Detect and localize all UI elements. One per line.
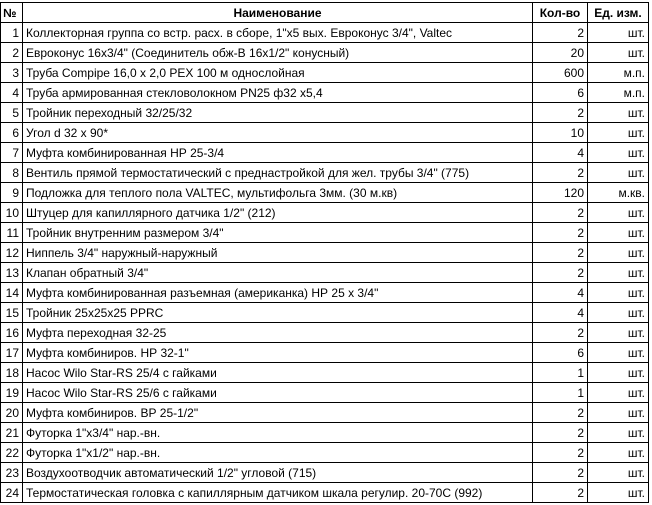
row-quantity: 4 — [533, 143, 588, 163]
row-unit: шт. — [588, 403, 649, 423]
row-quantity: 2 — [533, 463, 588, 483]
row-unit: шт. — [588, 383, 649, 403]
header-row — [1, 3, 649, 23]
row-item-name: Футорка 1"x1/2" нар.-вн. — [23, 443, 533, 463]
row-number: 13 — [1, 263, 23, 283]
row-item-name: Штуцер для капиллярного датчика 1/2" (212) — [23, 203, 533, 223]
row-quantity: 2 — [533, 423, 588, 443]
row-item-name: Насос Wilo Star-RS 25/4 с гайками — [23, 363, 533, 383]
row-item-name: Евроконус 16x3/4" (Соединитель обж-В 16x1/2" конусный) — [23, 43, 533, 63]
row-quantity: 2 — [533, 243, 588, 263]
row-quantity: 2 — [533, 443, 588, 463]
row-number: 18 — [1, 363, 23, 383]
table-row — [1, 423, 649, 443]
table-row — [1, 303, 649, 323]
row-unit: шт. — [588, 283, 649, 303]
row-unit: шт. — [588, 323, 649, 343]
row-number: 19 — [1, 383, 23, 403]
row-unit: шт. — [588, 443, 649, 463]
row-item-name: Клапан обратный 3/4" — [23, 263, 533, 283]
row-item-name: Муфта комбинированная НР 25-3/4 — [23, 143, 533, 163]
row-item-name: Муфта комбинированная разъемная (американка) НР 25 x 3/4" — [23, 283, 533, 303]
row-number: 1 — [1, 23, 23, 43]
row-number: 17 — [1, 343, 23, 363]
row-item-name: Воздухоотводчик автоматический 1/2" угловой (715) — [23, 463, 533, 483]
row-number: 16 — [1, 323, 23, 343]
row-item-name: Тройник 25x25x25 PPRC — [23, 303, 533, 323]
row-item-name: Ниппель 3/4" наружный-наружный — [23, 243, 533, 263]
row-number: 12 — [1, 243, 23, 263]
row-unit: м.п. — [588, 63, 649, 83]
row-quantity: 4 — [533, 283, 588, 303]
table-row — [1, 203, 649, 223]
row-unit: шт. — [588, 483, 649, 503]
row-unit: шт. — [588, 343, 649, 363]
row-item-name: Подложка для теплого пола VALTEC, мультифольга 3мм. (30 м.кв) — [23, 183, 533, 203]
table-row — [1, 223, 649, 243]
row-number: 10 — [1, 203, 23, 223]
row-quantity: 2 — [533, 403, 588, 423]
row-item-name: Муфта комбиниров. ВР 25-1/2" — [23, 403, 533, 423]
row-quantity: 10 — [533, 123, 588, 143]
row-item-name: Муфта комбиниров. НР 32-1" — [23, 343, 533, 363]
row-quantity: 2 — [533, 163, 588, 183]
row-number: 14 — [1, 283, 23, 303]
row-unit: шт. — [588, 23, 649, 43]
row-number: 24 — [1, 483, 23, 503]
row-quantity: 2 — [533, 103, 588, 123]
row-item-name: Угол d 32 x 90* — [23, 123, 533, 143]
row-unit: шт. — [588, 223, 649, 243]
row-unit: шт. — [588, 243, 649, 263]
row-item-name: Термостатическая головка с капиллярным датчиком шкала регулир. 20-70С (992) — [23, 483, 533, 503]
row-item-name: Труба армированная стекловолокном PN25 ф32 x5,4 — [23, 83, 533, 103]
row-quantity: 20 — [533, 43, 588, 63]
row-quantity: 2 — [533, 323, 588, 343]
table-row — [1, 183, 649, 203]
table-row — [1, 463, 649, 483]
row-item-name: Коллекторная группа со встр. расх. в сборе, 1"x5 вых. Евроконус 3/4", Valtec — [23, 23, 533, 43]
table-row — [1, 363, 649, 383]
row-number: 6 — [1, 123, 23, 143]
row-quantity: 2 — [533, 263, 588, 283]
table-row — [1, 383, 649, 403]
row-number: 3 — [1, 63, 23, 83]
row-item-name: Футорка 1"x3/4" нар.-вн. — [23, 423, 533, 443]
row-quantity: 2 — [533, 483, 588, 503]
row-unit: шт. — [588, 263, 649, 283]
table-row — [1, 83, 649, 103]
header-number: № — [1, 3, 23, 23]
row-quantity: 1 — [533, 383, 588, 403]
row-unit: шт. — [588, 363, 649, 383]
row-quantity: 2 — [533, 203, 588, 223]
table-row — [1, 403, 649, 423]
header-unit: Ед. изм. — [588, 3, 649, 23]
row-quantity: 6 — [533, 83, 588, 103]
row-quantity: 120 — [533, 183, 588, 203]
row-quantity: 2 — [533, 23, 588, 43]
row-quantity: 4 — [533, 303, 588, 323]
row-unit: шт. — [588, 163, 649, 183]
row-unit: шт. — [588, 303, 649, 323]
table-row — [1, 163, 649, 183]
table-row — [1, 323, 649, 343]
row-unit: шт. — [588, 103, 649, 123]
row-number: 5 — [1, 103, 23, 123]
row-number: 23 — [1, 463, 23, 483]
row-number: 11 — [1, 223, 23, 243]
table-row — [1, 443, 649, 463]
table-row — [1, 23, 649, 43]
table-row — [1, 123, 649, 143]
table-row — [1, 343, 649, 363]
row-item-name: Тройник переходный 32/25/32 — [23, 103, 533, 123]
table-row — [1, 263, 649, 283]
row-item-name: Тройник внутренним размером 3/4" — [23, 223, 533, 243]
table-row — [1, 43, 649, 63]
row-number: 8 — [1, 163, 23, 183]
row-item-name: Труба Compipe 16,0 x 2,0 PEX 100 м однослойная — [23, 63, 533, 83]
row-quantity: 2 — [533, 223, 588, 243]
row-number: 20 — [1, 403, 23, 423]
row-unit: шт. — [588, 43, 649, 63]
row-unit: шт. — [588, 423, 649, 443]
table-row — [1, 243, 649, 263]
row-item-name: Насос Wilo Star-RS 25/6 с гайками — [23, 383, 533, 403]
row-number: 2 — [1, 43, 23, 63]
row-quantity: 6 — [533, 343, 588, 363]
row-unit: шт. — [588, 203, 649, 223]
row-number: 21 — [1, 423, 23, 443]
row-unit: м.кв. — [588, 183, 649, 203]
table-row — [1, 483, 649, 503]
row-quantity: 600 — [533, 63, 588, 83]
row-unit: м.п. — [588, 83, 649, 103]
row-unit: шт. — [588, 463, 649, 483]
row-unit: шт. — [588, 123, 649, 143]
row-number: 4 — [1, 83, 23, 103]
table-row — [1, 283, 649, 303]
table-row — [1, 103, 649, 123]
table-row — [1, 143, 649, 163]
table-row — [1, 63, 649, 83]
row-number: 9 — [1, 183, 23, 203]
row-item-name: Муфта переходная 32-25 — [23, 323, 533, 343]
row-unit: шт. — [588, 143, 649, 163]
row-quantity: 1 — [533, 363, 588, 383]
row-number: 7 — [1, 143, 23, 163]
row-item-name: Вентиль прямой термостатический с преднастройкой для жел. трубы 3/4" (775) — [23, 163, 533, 183]
header-name: Наименование — [23, 3, 533, 23]
materials-table — [0, 2, 649, 503]
header-quantity: Кол-во — [533, 3, 588, 23]
row-number: 22 — [1, 443, 23, 463]
row-number: 15 — [1, 303, 23, 323]
